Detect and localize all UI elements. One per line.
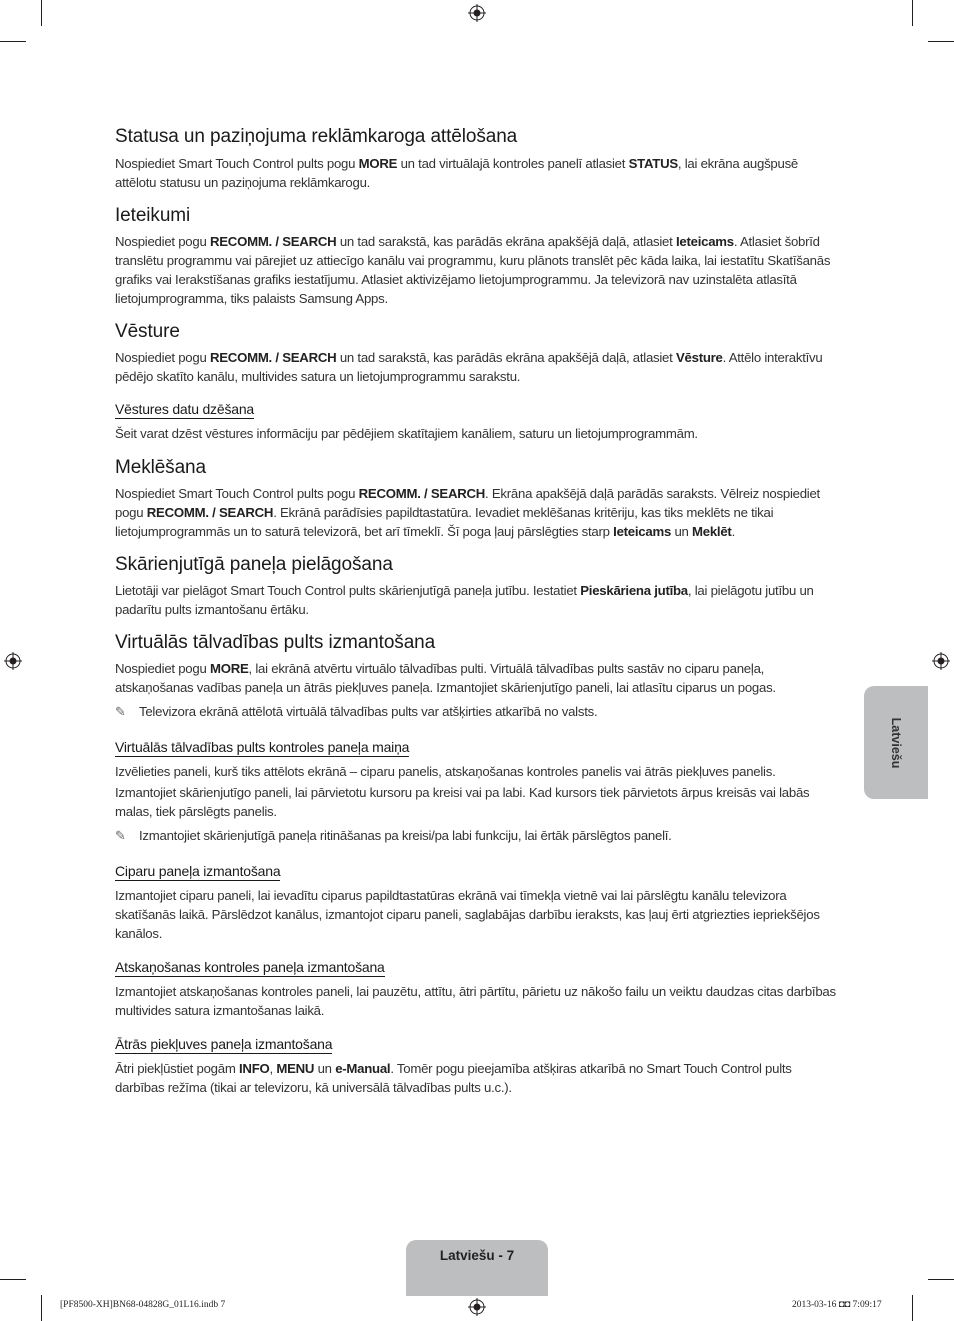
language-side-tab-label: Latviešu — [889, 717, 903, 768]
crop-mark — [928, 1279, 954, 1280]
section-text-status — [115, 154, 840, 192]
menu-option-name: Meklēt — [692, 524, 732, 539]
crop-mark — [0, 1279, 26, 1280]
subheading-number-panel: Ciparu paneļa izmantošana — [115, 863, 281, 879]
button-name: RECOMM. / SEARCH — [146, 505, 274, 520]
text: . Tomēr pogu pieejamība atšķiras atkarībā no Smart Touch Control pults darbības režīma (tikai ar televizoru, kā universālā tālvadības pults u.c.). — [115, 1061, 792, 1095]
crop-mark — [928, 41, 954, 42]
button-name: e-Manual — [335, 1061, 391, 1076]
footer-timestamp: 2013-03-16 ◘◘ 7:09:17 — [792, 1300, 882, 1310]
text: . Attēlo interaktīvu pēdējo skatīto kanālu, multivides satura un lietojumprogrammu sarakstu. — [115, 350, 823, 384]
section-text-recommendations — [115, 232, 840, 308]
registration-mark-icon — [468, 4, 486, 22]
subheading-quick-access-panel: Ātrās piekļuves paneļa izmantošana — [115, 1036, 333, 1052]
text: . — [731, 524, 735, 539]
registration-mark-icon — [932, 652, 950, 670]
note — [115, 702, 840, 721]
text: un tad sarakstā, kas parādās ekrāna apakšējā daļā, atlasiet — [336, 234, 676, 249]
menu-option-name: Vēsture — [675, 350, 723, 365]
button-name: MORE — [358, 156, 398, 171]
section-heading-virtual-remote: Virtuālās tālvadības pults izmantošana — [115, 632, 436, 653]
note-pencil-icon: ✎ — [115, 704, 126, 719]
crop-mark — [912, 1295, 913, 1321]
note — [115, 826, 840, 845]
section-heading-history: Vēsture — [115, 321, 180, 342]
crop-mark — [0, 41, 26, 42]
footer-file-info: [PF8500-XH]BN68-04828G_01L16.indb 7 — [60, 1300, 226, 1310]
page-content — [115, 126, 840, 1097]
language-side-tab — [864, 686, 928, 799]
button-name: RECOMM. / SEARCH — [358, 486, 486, 501]
crop-mark — [41, 1295, 42, 1321]
menu-option-name: Ieteicams — [613, 524, 672, 539]
button-name: INFO — [239, 1061, 270, 1076]
text: Ātri piekļūstiet pogām — [115, 1061, 239, 1076]
menu-option-name: Pieskāriena jutība — [580, 583, 688, 598]
section-text-history — [115, 348, 840, 386]
text: Nospiediet pogu — [115, 234, 210, 249]
section-heading-touchpad: Skārienjutīgā paneļa pielāgošana — [115, 554, 393, 575]
subsection-text: Izmantojiet atskaņošanas kontroles paneli, lai pauzētu, attītu, ātri pārtītu, pārietu uz nākošo failu un veiktu daudzas citas darbības multivides satura izmantošanas laikā. — [115, 984, 836, 1018]
text: un tad sarakstā, kas parādās ekrāna apakšējā daļā, atlasiet — [336, 350, 676, 365]
text: Nospiediet Smart Touch Control pults pogu — [115, 486, 359, 501]
text: . Ekrāna apakšējā daļā parādās saraksts. Vēlreiz nospiediet pogu — [115, 486, 820, 520]
subsection-text: Izvēlieties paneli, kurš tiks attēlots ekrānā – ciparu panelis, atskaņošanas kontroles panelis vai ātrās piekļuves panelis. — [115, 764, 776, 779]
text: Nospiediet Smart Touch Control pults pogu — [115, 156, 359, 171]
text: . Ekrānā parādīsies papildtastatūra. Ievadiet meklēšanas kritēriju, kas tiks meklēts ne tikai lietojumprogrammās un to saturā televizorā, bet arī tīmeklī. Šī poga ļauj pārslēgties starp — [115, 505, 774, 539]
text: , lai pielāgotu jutību un padarītu pults izmantošanu ērtāku. — [115, 583, 814, 617]
menu-option-name: STATUS — [628, 156, 678, 171]
section-heading-status: Statusa un paziņojuma reklāmkaroga attēlošana — [115, 126, 518, 147]
page-number-label: Latviešu - 7 — [439, 1248, 515, 1263]
registration-mark-icon — [468, 1298, 486, 1316]
text: , lai ekrāna augšpusē attēlotu statusu un paziņojuma reklāmkarogu. — [115, 156, 799, 190]
subsection-text: Izmantojiet skārienjutīgo paneli, lai pārvietotu kursoru pa kreisi vai pa labi. Kad kursors tiek pārvietots ārpus kreisās vai labās malas, tiek pārslēgts panelis. — [115, 785, 810, 819]
subsection-text-history-delete: Šeit varat dzēst vēstures informāciju par pēdējiem skatītajiem kanāliem, saturu un lietojumprogrammām. — [115, 426, 698, 441]
text: un — [314, 1061, 336, 1076]
text: un — [671, 524, 693, 539]
subheading-panel-change: Virtuālās tālvadības pults kontroles paneļa maiņa — [115, 739, 410, 755]
subsection-text — [115, 1059, 840, 1097]
subsection-text: Izmantojiet ciparu paneli, lai ievadītu ciparus papildtastatūras ekrānā vai tīmekļa vietnē vai lai pārslēgtu kanālu televizora skatīšanās laikā. Pārslēdzot kanālus, izmantojot ciparu paneli, saglabājas darbību ieraksts, kas ļauj ērti atgriezties iepriekšējos kanālos. — [115, 888, 820, 941]
text: un tad virtuālajā kontroles panelī atlasiet — [397, 156, 629, 171]
text: Nospiediet pogu — [115, 350, 210, 365]
section-text-virtual-remote — [115, 659, 840, 697]
registration-mark-icon — [4, 652, 22, 670]
button-name: RECOMM. / SEARCH — [209, 234, 337, 249]
note-pencil-icon: ✎ — [115, 828, 126, 843]
subheading-playback-panel: Atskaņošanas kontroles paneļa izmantošana — [115, 959, 385, 975]
note-text: Televizora ekrānā attēlotā virtuālā tālvadības pults var atšķirties atkarībā no valsts. — [139, 704, 598, 719]
text: Lietotāji var pielāgot Smart Touch Control pults skārienjutīgā paneļa jutību. Iestatiet — [115, 583, 581, 598]
section-heading-search: Meklēšana — [115, 457, 206, 478]
button-name: MORE — [209, 661, 249, 676]
section-text-touchpad — [115, 581, 840, 619]
note-text: Izmantojiet skārienjutīgā paneļa ritināšanas pa kreisi/pa labi funkciju, lai ērtāk pārslēgtos panelī. — [139, 828, 672, 843]
button-name: RECOMM. / SEARCH — [209, 350, 337, 365]
crop-mark — [41, 0, 42, 26]
text: . Atlasiet šobrīd translētu programmu vai pārejiet uz attiecīgo kanālu vai programmu, kuru plānots translēt pēc kāda laika, lai iestatītu Skatīšanās grafiks vai Ierakstīšanas grafiks iestatījumu. Atlasiet aktivizējamo lietojumprogrammu. Ja televizorā nav uzinstalēta atlasītā lietojumprogramma, tiks palaists Samsung Apps. — [115, 234, 831, 306]
section-text-search — [115, 484, 840, 541]
section-heading-recommendations: Ieteikumi — [115, 205, 191, 226]
page-number-tab — [406, 1240, 548, 1296]
text: Nospiediet pogu — [115, 661, 210, 676]
crop-mark — [912, 0, 913, 26]
text: , — [269, 1061, 277, 1076]
text: , lai ekrānā atvērtu virtuālo tālvadības pulti. Virtuālā tālvadības pults sastāv no ciparu paneļa, atskaņošanas vadības paneļa un ātrās piekļuves paneļa. Izmantojiet skārienjutīgo paneli, lai atlasītu ciparus un pogas. — [115, 661, 776, 695]
subheading-history-delete: Vēstures datu dzēšana — [115, 401, 255, 417]
button-name: MENU — [276, 1061, 315, 1076]
menu-option-name: Ieteicams — [675, 234, 734, 249]
